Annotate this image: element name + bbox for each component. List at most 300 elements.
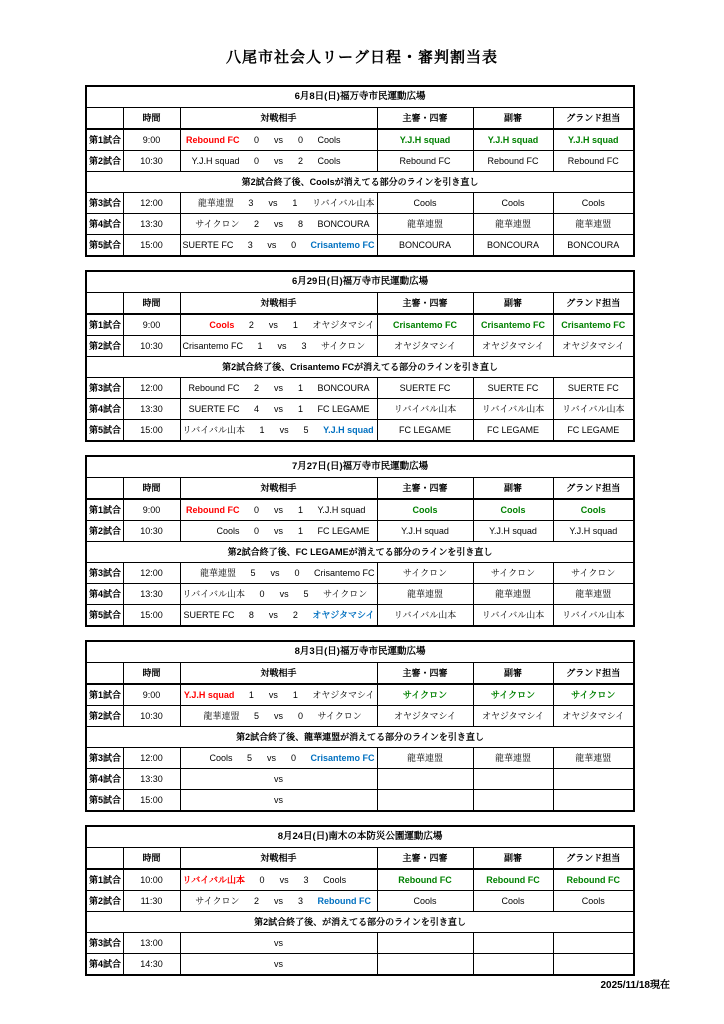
opponents-column-header: 対戦相手 [180,293,377,315]
opponents-cell [180,129,377,151]
away-team: Crisantemo FC [310,239,375,250]
vs-label: vs [268,689,278,700]
home-team: Cools [209,319,235,330]
referee-team [377,769,473,790]
assistant-referee-column-header: 副審 [473,293,553,315]
away-team: FC LEGAME [317,403,370,414]
match-label: 第3試合 [86,563,123,584]
venue-row [86,641,634,663]
match-label: 第5試合 [86,420,123,442]
opponents-cell [180,314,377,336]
away-team: Rebound FC [317,895,371,906]
vs-label: vs [274,218,283,229]
away-score: 1 [292,689,298,700]
line-redraw-note: 第2試合終了後、龍華連盟が消えてる部分のラインを引き直し [86,727,634,748]
match-result [183,506,375,515]
away-team: Y.J.H squad [323,424,374,435]
ground-team: BONCOURA [553,235,634,257]
match-label: 第3試合 [86,748,123,769]
home-team: サイクロン [195,895,240,906]
match-result [183,136,375,145]
away-team: Cools [323,874,347,885]
vs-label: vs [266,752,276,763]
home-team: リバイバル山本 [182,424,246,435]
match-label: 第5試合 [86,235,123,257]
opponents-column-header: 対戦相手 [180,108,377,130]
assistant-referee-team: FC LEGAME [473,420,553,442]
opponents-cell [180,748,377,769]
schedule-table [85,825,635,976]
vs-label: vs [279,588,289,599]
venue-row [86,826,634,848]
home-team: SUERTE FC [183,609,235,620]
schedule-table [85,455,635,627]
opponents-cell [180,420,377,442]
ground-team: Y.J.H squad [553,521,634,542]
match-time: 15:00 [123,420,180,442]
match-label: 第1試合 [86,684,123,706]
away-score: 1 [292,197,298,208]
match-result [183,876,375,885]
referee-team: 龍華連盟 [377,584,473,605]
note-row [86,172,634,193]
assistant-referee-team: Y.J.H squad [473,129,553,151]
home-team: リバイバル山本 [182,874,246,885]
ground-column-header: グランド担当 [553,293,634,315]
opponents-cell [180,933,377,954]
referee-column-header: 主審・四審 [377,108,473,130]
home-score: 2 [253,382,259,393]
away-team: サイクロン [317,710,362,721]
home-score: 0 [253,525,259,536]
away-score: 1 [297,525,303,536]
vs-label: vs [267,239,277,250]
home-team: リバイバル山本 [182,588,246,599]
ground-team: サイクロン [553,563,634,584]
home-score: 2 [253,218,259,229]
referee-team: Y.J.H squad [377,129,473,151]
match-time: 13:30 [123,399,180,420]
venue-row [86,456,634,478]
home-score: 5 [250,567,256,578]
match-time: 10:30 [123,706,180,727]
assistant-referee-team: リバイバル山本 [473,399,553,420]
ground-team: オヤジタマシイ [553,336,634,357]
vs-label: vs [268,609,278,620]
home-score: 5 [253,710,259,721]
ground-team: Cools [553,193,634,214]
away-team: BONCOURA [317,382,370,393]
referee-team: Rebound FC [377,869,473,891]
home-score: 2 [253,895,259,906]
opponents-cell [180,605,377,627]
match-row [86,891,634,912]
home-score: 0 [253,504,259,515]
venue-row [86,271,634,293]
vs-label: vs [274,382,283,393]
match-label: 第4試合 [86,399,123,420]
assistant-referee-column-header: 副審 [473,478,553,500]
away-score: 0 [291,239,297,250]
match-result [183,611,375,620]
referee-team: 龍華連盟 [377,214,473,235]
match-time: 10:30 [123,336,180,357]
assistant-referee-team: オヤジタマシイ [473,336,553,357]
vs-label: vs [274,155,283,166]
match-result [183,796,375,805]
match-result [183,157,375,166]
opponents-cell [180,399,377,420]
opponents-cell [180,499,377,521]
time-column-header: 時間 [123,478,180,500]
away-score: 0 [290,752,296,763]
ground-column-header: グランド担当 [553,848,634,870]
match-result [183,220,375,229]
assistant-referee-team: BONCOURA [473,235,553,257]
opponents-cell [180,706,377,727]
away-score: 0 [294,567,300,578]
column-header-row [86,848,634,870]
match-time: 12:00 [123,563,180,584]
vs-label: vs [274,710,283,721]
assistant-referee-team [473,933,553,954]
opponents-cell [180,378,377,399]
match-row [86,399,634,420]
away-team: オヤジタマシイ [312,319,375,330]
away-score: 0 [297,710,303,721]
ground-team: 龍華連盟 [553,748,634,769]
ground-team [553,933,634,954]
match-row [86,129,634,151]
away-score: 1 [297,382,303,393]
home-score: 1 [257,340,263,351]
match-result [183,405,375,414]
match-row [86,499,634,521]
home-team: Cools [216,525,240,536]
away-score: 2 [292,609,298,620]
match-result [183,960,375,969]
match-time: 10:00 [123,869,180,891]
referee-team: SUERTE FC [377,378,473,399]
ground-team [553,790,634,812]
ground-team: Crisantemo FC [553,314,634,336]
match-row [86,933,634,954]
away-team: オヤジタマシイ [312,609,375,620]
match-time: 12:00 [123,193,180,214]
referee-column-header: 主審・四審 [377,848,473,870]
match-time: 10:30 [123,521,180,542]
match-row [86,235,634,257]
assistant-referee-team [473,790,553,812]
assistant-referee-team: Cools [473,499,553,521]
match-row [86,521,634,542]
match-time: 15:00 [123,235,180,257]
match-result [183,754,375,763]
match-time: 9:00 [123,499,180,521]
referee-team [377,933,473,954]
match-column-header [86,478,123,500]
away-score: 8 [297,218,303,229]
opponents-cell [180,235,377,257]
assistant-referee-team: Rebound FC [473,151,553,172]
home-team: Y.J.H squad [191,155,240,166]
column-header-row [86,293,634,315]
away-team: BONCOURA [317,218,370,229]
home-team: 龍華連盟 [199,567,236,578]
away-score: 3 [303,874,309,885]
referee-team: BONCOURA [377,235,473,257]
match-result [183,426,375,435]
referee-team: オヤジタマシイ [377,336,473,357]
note-row [86,727,634,748]
match-row [86,954,634,976]
match-row [86,706,634,727]
match-label: 第3試合 [86,378,123,399]
match-label: 第5試合 [86,790,123,812]
home-score: 1 [248,689,254,700]
match-time: 13:00 [123,933,180,954]
away-team: サイクロン [321,340,366,351]
schedule-table [85,270,635,442]
match-label: 第4試合 [86,954,123,976]
assistant-referee-column-header: 副審 [473,663,553,685]
ground-column-header: グランド担当 [553,478,634,500]
match-column-header [86,663,123,685]
match-result [183,199,375,208]
schedule-table [85,85,635,257]
match-label: 第2試合 [86,151,123,172]
home-team: Rebound FC [188,382,240,393]
home-score: 3 [247,239,253,250]
note-row [86,357,634,378]
opponents-column-header: 対戦相手 [180,478,377,500]
assistant-referee-column-header: 副審 [473,848,553,870]
match-result [183,342,375,351]
away-score: 5 [303,588,309,599]
opponents-cell [180,769,377,790]
vs-label: vs [274,937,283,948]
away-score: 3 [297,895,303,906]
ground-team: Cools [553,499,634,521]
match-time: 15:00 [123,790,180,812]
opponents-cell [180,684,377,706]
match-row [86,748,634,769]
referee-team: リバイバル山本 [377,399,473,420]
assistant-referee-team: Cools [473,193,553,214]
ground-team: オヤジタマシイ [553,706,634,727]
referee-team: サイクロン [377,563,473,584]
away-score: 1 [297,504,303,515]
home-score: 8 [248,609,254,620]
match-row [86,605,634,627]
note-row [86,912,634,933]
match-row [86,314,634,336]
match-row [86,420,634,442]
opponents-cell [180,336,377,357]
opponents-cell [180,869,377,891]
ground-team: サイクロン [553,684,634,706]
away-team: リバイバル山本 [311,197,375,208]
assistant-referee-team: 龍華連盟 [473,584,553,605]
match-result [183,384,375,393]
match-time: 9:00 [123,314,180,336]
match-result [183,691,375,700]
vs-label: vs [274,773,283,784]
vs-label: vs [279,424,289,435]
assistant-referee-team: Rebound FC [473,869,553,891]
match-label: 第2試合 [86,706,123,727]
column-header-row [86,108,634,130]
ground-team: Y.J.H squad [553,129,634,151]
match-result [183,527,375,536]
home-team: Y.J.H squad [183,689,235,700]
venue-heading: 6月8日(日)福万寺市民運動広場 [86,86,634,108]
venue-heading: 7月27日(日)福万寺市民運動広場 [86,456,634,478]
home-score: 3 [248,197,254,208]
home-score: 0 [259,588,265,599]
referee-team: Cools [377,193,473,214]
time-column-header: 時間 [123,293,180,315]
match-label: 第3試合 [86,933,123,954]
ground-team: リバイバル山本 [553,399,634,420]
match-time: 11:30 [123,891,180,912]
match-column-header [86,108,123,130]
column-header-row [86,663,634,685]
assistant-referee-team: SUERTE FC [473,378,553,399]
match-time: 13:30 [123,769,180,790]
vs-label: vs [270,567,280,578]
match-result [183,321,375,330]
opponents-cell [180,521,377,542]
assistant-referee-team: Crisantemo FC [473,314,553,336]
time-column-header: 時間 [123,848,180,870]
match-row [86,336,634,357]
ground-team: Rebound FC [553,151,634,172]
time-column-header: 時間 [123,108,180,130]
away-team: Crisantemo FC [313,567,375,578]
time-column-header: 時間 [123,663,180,685]
opponents-column-header: 対戦相手 [180,848,377,870]
referee-column-header: 主審・四審 [377,478,473,500]
vs-label: vs [274,504,283,515]
match-label: 第2試合 [86,521,123,542]
match-label: 第4試合 [86,584,123,605]
match-label: 第2試合 [86,891,123,912]
vs-label: vs [274,958,283,969]
away-team: オヤジタマシイ [312,689,375,700]
column-header-row [86,478,634,500]
ground-team: Cools [553,891,634,912]
match-row [86,151,634,172]
match-row [86,214,634,235]
home-team: 龍華連盟 [203,710,240,721]
vs-label: vs [268,319,278,330]
venue-heading: 6月29日(日)福万寺市民運動広場 [86,271,634,293]
match-result [183,775,375,784]
away-score: 5 [303,424,309,435]
match-time: 9:00 [123,684,180,706]
ground-team: Rebound FC [553,869,634,891]
away-score: 2 [297,155,303,166]
match-result [183,590,375,599]
match-result [183,569,375,578]
away-score: 1 [297,403,303,414]
assistant-referee-team [473,769,553,790]
vs-label: vs [279,874,289,885]
match-time: 15:00 [123,605,180,627]
opponents-cell [180,954,377,976]
home-team: Rebound FC [186,134,240,145]
match-time: 14:30 [123,954,180,976]
match-result [183,897,375,906]
referee-team [377,790,473,812]
ground-team: 龍華連盟 [553,214,634,235]
away-score: 3 [301,340,307,351]
away-team: Cools [317,155,341,166]
match-row [86,790,634,812]
line-redraw-note: 第2試合終了後、が消えてる部分のラインを引き直し [86,912,634,933]
match-label: 第1試合 [86,129,123,151]
match-time: 10:30 [123,151,180,172]
ground-team [553,954,634,976]
match-row [86,769,634,790]
home-team: Rebound FC [186,504,240,515]
line-redraw-note: 第2試合終了後、Crisantemo FCが消えてる部分のラインを引き直し [86,357,634,378]
opponents-cell [180,563,377,584]
line-redraw-note: 第2試合終了後、Coolsが消えてる部分のラインを引き直し [86,172,634,193]
referee-team: Rebound FC [377,151,473,172]
home-team: サイクロン [195,218,240,229]
home-score: 4 [253,403,259,414]
vs-label: vs [274,794,283,805]
assistant-referee-team: リバイバル山本 [473,605,553,627]
venue-heading: 8月3日(日)福万寺市民運動広場 [86,641,634,663]
assistant-referee-column-header: 副審 [473,108,553,130]
home-score: 0 [253,134,259,145]
away-score: 0 [297,134,303,145]
away-score: 1 [292,319,298,330]
ground-column-header: グランド担当 [553,108,634,130]
match-row [86,563,634,584]
as-of-date: 2025/11/18現在 [600,980,670,991]
away-team: Cools [317,134,341,145]
vs-label: vs [274,403,283,414]
match-row [86,584,634,605]
match-column-header [86,848,123,870]
away-team: FC LEGAME [317,525,370,536]
venue-row [86,86,634,108]
match-time: 13:30 [123,214,180,235]
referee-team [377,954,473,976]
referee-team: FC LEGAME [377,420,473,442]
match-label: 第1試合 [86,869,123,891]
ground-team: SUERTE FC [553,378,634,399]
opponents-cell [180,214,377,235]
schedule-table [85,640,635,812]
schedule-tables [85,85,633,989]
referee-team: オヤジタマシイ [377,706,473,727]
home-team: SUERTE FC [188,403,240,414]
assistant-referee-team: Cools [473,891,553,912]
assistant-referee-team: Y.J.H squad [473,521,553,542]
home-score: 0 [253,155,259,166]
match-label: 第3試合 [86,193,123,214]
referee-column-header: 主審・四審 [377,293,473,315]
ground-team: リバイバル山本 [553,605,634,627]
opponents-cell [180,891,377,912]
home-score: 1 [259,424,265,435]
referee-team: Y.J.H squad [377,521,473,542]
